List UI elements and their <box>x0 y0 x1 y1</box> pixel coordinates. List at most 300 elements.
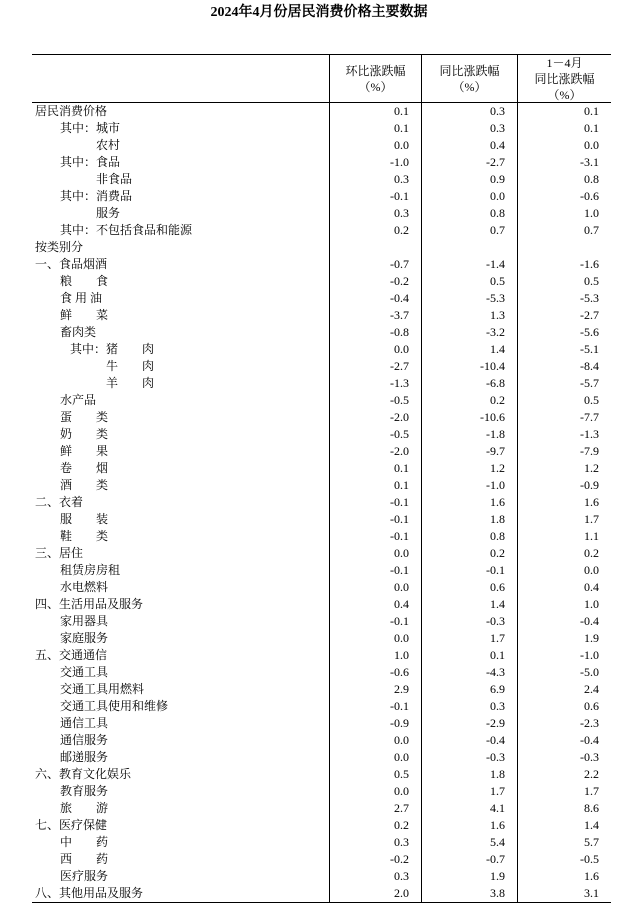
mom-change-cell: -0.9 <box>329 715 421 732</box>
mom-change-cell: -0.7 <box>329 256 421 273</box>
table-row <box>32 443 611 460</box>
yoy-change-cell: -0.3 <box>421 613 517 630</box>
row-label <box>32 732 329 749</box>
ytd-yoy-change-cell: 0.5 <box>517 392 611 409</box>
table-row <box>32 868 611 885</box>
yoy-change-cell: -10.4 <box>421 358 517 375</box>
row-label-text: 食品 <box>96 155 121 169</box>
ytd-yoy-change-cell: 0.4 <box>517 579 611 596</box>
ytd-yoy-change-cell: -5.6 <box>517 324 611 341</box>
yoy-change-cell: 0.2 <box>421 545 517 562</box>
column-header-line: （%） <box>358 79 393 94</box>
row-label <box>32 664 329 681</box>
table-row <box>32 783 611 800</box>
row-label-text: 六、教育文化娱乐 <box>35 767 132 781</box>
yoy-change-cell: 1.7 <box>421 630 517 647</box>
yoy-change-cell: 0.6 <box>421 579 517 596</box>
row-label-text: 卷 烟 <box>60 461 109 475</box>
row-label-text: 三、居住 <box>35 546 84 560</box>
table-row <box>32 885 611 902</box>
table-row <box>32 409 611 426</box>
table-row <box>32 290 611 307</box>
ytd-yoy-change-cell: -0.4 <box>517 613 611 630</box>
mom-change-cell: 0.5 <box>329 766 421 783</box>
row-label <box>32 579 329 596</box>
mom-change-cell: 0.0 <box>329 749 421 766</box>
column-header-line: 环比涨跌幅 <box>345 63 406 78</box>
row-label <box>32 239 329 256</box>
yoy-change-cell: 4.1 <box>421 800 517 817</box>
mom-change-cell: -0.1 <box>329 698 421 715</box>
ytd-yoy-change-cell: 1.1 <box>517 528 611 545</box>
table-row <box>32 766 611 783</box>
table-row <box>32 715 611 732</box>
row-label <box>32 545 329 562</box>
ytd-yoy-change-cell: 2.2 <box>517 766 611 783</box>
yoy-change-cell: -5.3 <box>421 290 517 307</box>
column-header-line: （%） <box>547 87 582 102</box>
table-row <box>32 392 611 409</box>
yoy-change-cell: 1.7 <box>421 783 517 800</box>
yoy-change-cell: 0.3 <box>421 698 517 715</box>
row-label <box>32 494 329 511</box>
row-label <box>32 443 329 460</box>
ytd-yoy-change-cell: -5.7 <box>517 375 611 392</box>
row-label <box>32 630 329 647</box>
mom-change-cell: 0.1 <box>329 120 421 137</box>
row-label-text: 西 药 <box>60 852 109 866</box>
row-label-text: 通信服务 <box>60 733 109 747</box>
table-row <box>32 460 611 477</box>
mom-change-cell: -3.7 <box>329 307 421 324</box>
row-label <box>32 528 329 545</box>
yoy-change-cell <box>421 239 517 256</box>
ytd-yoy-change-cell: -0.6 <box>517 188 611 205</box>
table-row <box>32 188 611 205</box>
table-row <box>32 630 611 647</box>
mom-change-cell: 0.2 <box>329 817 421 834</box>
yoy-change-cell: 1.9 <box>421 868 517 885</box>
yoy-change-cell: 1.4 <box>421 596 517 613</box>
ytd-yoy-change-cell: -1.0 <box>517 647 611 664</box>
table-header-row <box>32 55 611 103</box>
mom-change-cell: 2.7 <box>329 800 421 817</box>
mom-change-cell <box>329 239 421 256</box>
row-label <box>32 358 329 375</box>
table-row <box>32 817 611 834</box>
mom-change-cell: -0.6 <box>329 664 421 681</box>
ytd-yoy-change-header <box>517 55 611 102</box>
row-label <box>32 273 329 290</box>
row-label-text: 医疗服务 <box>60 869 109 883</box>
row-label-prefix: 其中： <box>60 189 97 203</box>
row-label-text: 按类别分 <box>35 240 84 254</box>
row-label-prefix: 其中： <box>60 155 97 169</box>
column-header-line: 同比涨跌幅 <box>534 71 595 86</box>
row-label-text: 水电燃料 <box>60 580 109 594</box>
row-label <box>32 256 329 273</box>
row-label-text: 消费品 <box>96 189 133 203</box>
row-label-text: 鲜 果 <box>60 444 109 458</box>
row-label <box>32 766 329 783</box>
row-label-prefix: 其中： <box>60 223 97 237</box>
ytd-yoy-change-cell <box>517 239 611 256</box>
mom-change-cell: -0.1 <box>329 511 421 528</box>
table-row <box>32 664 611 681</box>
row-label <box>32 851 329 868</box>
table-row <box>32 477 611 494</box>
ytd-yoy-change-cell: -7.9 <box>517 443 611 460</box>
ytd-yoy-change-cell: 1.4 <box>517 817 611 834</box>
mom-change-cell: 0.1 <box>329 103 421 120</box>
yoy-change-header <box>421 55 517 102</box>
row-label-text: 八、其他用品及服务 <box>35 886 144 900</box>
yoy-change-cell: 0.3 <box>421 103 517 120</box>
row-label-text: 旅 游 <box>60 801 109 815</box>
mom-change-cell: 0.2 <box>329 222 421 239</box>
row-label-text: 通信工具 <box>60 716 109 730</box>
row-label-text: 五、交通通信 <box>35 648 108 662</box>
row-label-text: 粮 食 <box>60 274 109 288</box>
ytd-yoy-change-cell: 0.6 <box>517 698 611 715</box>
yoy-change-cell: 1.2 <box>421 460 517 477</box>
ytd-yoy-change-cell: 1.6 <box>517 868 611 885</box>
row-label <box>32 800 329 817</box>
ytd-yoy-change-cell: -0.4 <box>517 732 611 749</box>
yoy-change-cell: -0.1 <box>421 562 517 579</box>
row-label <box>32 120 329 137</box>
row-label-text: 蛋 类 <box>60 410 109 424</box>
page-title: 2024年4月份居民消费价格主要数据 <box>210 5 428 20</box>
yoy-change-cell: 1.3 <box>421 307 517 324</box>
yoy-change-cell: 1.8 <box>421 766 517 783</box>
row-label-text: 水产品 <box>60 393 97 407</box>
column-header-line: （%） <box>452 79 487 94</box>
mom-change-cell: 0.0 <box>329 732 421 749</box>
mom-change-cell: -2.0 <box>329 409 421 426</box>
yoy-change-cell: 0.8 <box>421 205 517 222</box>
row-label-prefix: 其中： <box>70 342 107 356</box>
table-row <box>32 834 611 851</box>
ytd-yoy-change-cell: 0.7 <box>517 222 611 239</box>
mom-change-cell: -0.1 <box>329 613 421 630</box>
table-row <box>32 596 611 613</box>
ytd-yoy-change-cell: -5.3 <box>517 290 611 307</box>
row-label-text: 畜肉类 <box>60 325 97 339</box>
table-row <box>32 256 611 273</box>
row-label <box>32 307 329 324</box>
yoy-change-cell: 0.8 <box>421 528 517 545</box>
row-label-text: 教育服务 <box>60 784 109 798</box>
table-row <box>32 579 611 596</box>
mom-change-cell: -2.7 <box>329 358 421 375</box>
row-label-text: 七、医疗保健 <box>35 818 108 832</box>
table-row <box>32 800 611 817</box>
yoy-change-cell: 3.8 <box>421 885 517 902</box>
ytd-yoy-change-cell: 5.7 <box>517 834 611 851</box>
table-row <box>32 120 611 137</box>
row-label <box>32 477 329 494</box>
yoy-change-cell: 0.3 <box>421 120 517 137</box>
row-label <box>32 188 329 205</box>
ytd-yoy-change-cell: 3.1 <box>517 885 611 902</box>
row-label-text: 家庭服务 <box>60 631 109 645</box>
row-label <box>32 171 329 188</box>
mom-change-cell: 0.0 <box>329 783 421 800</box>
yoy-change-cell: -0.7 <box>421 851 517 868</box>
mom-change-cell: 2.9 <box>329 681 421 698</box>
ytd-yoy-change-cell: 1.0 <box>517 205 611 222</box>
row-label <box>32 647 329 664</box>
table-row <box>32 375 611 392</box>
column-header-line: 1－4月 <box>546 55 583 70</box>
row-label <box>32 341 329 358</box>
row-label <box>32 817 329 834</box>
ytd-yoy-change-cell: 2.4 <box>517 681 611 698</box>
ytd-yoy-change-cell: 1.9 <box>517 630 611 647</box>
yoy-change-cell: -2.9 <box>421 715 517 732</box>
mom-change-cell: 0.0 <box>329 545 421 562</box>
table-row <box>32 613 611 630</box>
yoy-change-cell: -2.7 <box>421 154 517 171</box>
row-label-text: 猪 肉 <box>106 342 155 356</box>
row-label-text: 二、衣着 <box>35 495 84 509</box>
yoy-change-cell: 5.4 <box>421 834 517 851</box>
table-row <box>32 307 611 324</box>
mom-change-cell: 0.0 <box>329 630 421 647</box>
mom-change-cell: -0.1 <box>329 188 421 205</box>
table-row <box>32 494 611 511</box>
yoy-change-cell: 1.8 <box>421 511 517 528</box>
row-label <box>32 460 329 477</box>
yoy-change-cell: -4.3 <box>421 664 517 681</box>
row-label-text: 居民消费价格 <box>35 104 108 118</box>
mom-change-cell: 0.0 <box>329 341 421 358</box>
row-label-text: 租赁房房租 <box>60 563 121 577</box>
row-label <box>32 834 329 851</box>
row-label <box>32 409 329 426</box>
ytd-yoy-change-cell: -1.3 <box>517 426 611 443</box>
row-label <box>32 103 329 120</box>
yoy-change-cell: 1.6 <box>421 817 517 834</box>
ytd-yoy-change-cell: -0.5 <box>517 851 611 868</box>
yoy-change-cell: 0.7 <box>421 222 517 239</box>
mom-change-cell: -0.5 <box>329 426 421 443</box>
table-row <box>32 732 611 749</box>
mom-change-cell: -1.0 <box>329 154 421 171</box>
row-label <box>32 392 329 409</box>
ytd-yoy-change-cell: 0.1 <box>517 103 611 120</box>
table-row <box>32 103 611 120</box>
ytd-yoy-change-cell: -5.1 <box>517 341 611 358</box>
mom-change-cell: 0.0 <box>329 137 421 154</box>
row-label-text: 城市 <box>96 121 121 135</box>
row-label-text: 邮递服务 <box>60 750 109 764</box>
row-label-text: 服 装 <box>60 512 109 526</box>
ytd-yoy-change-cell: 1.7 <box>517 511 611 528</box>
yoy-change-cell: 6.9 <box>421 681 517 698</box>
yoy-change-cell: -0.3 <box>421 749 517 766</box>
ytd-yoy-change-cell: 0.8 <box>517 171 611 188</box>
ytd-yoy-change-cell: 0.2 <box>517 545 611 562</box>
ytd-yoy-change-cell: 1.6 <box>517 494 611 511</box>
yoy-change-cell: 1.4 <box>421 341 517 358</box>
table-row <box>32 681 611 698</box>
yoy-change-cell: -10.6 <box>421 409 517 426</box>
row-label-text: 交通工具用燃料 <box>60 682 145 696</box>
ytd-yoy-change-cell: -1.6 <box>517 256 611 273</box>
row-label-text: 农村 <box>96 138 121 152</box>
mom-change-cell: -0.2 <box>329 851 421 868</box>
table-row <box>32 545 611 562</box>
row-label-prefix: 其中： <box>60 121 97 135</box>
ytd-yoy-change-cell: 0.0 <box>517 562 611 579</box>
table-row <box>32 358 611 375</box>
yoy-change-cell: -0.4 <box>421 732 517 749</box>
row-label-text: 家用器具 <box>60 614 109 628</box>
table-row <box>32 171 611 188</box>
row-label <box>32 715 329 732</box>
table-row <box>32 341 611 358</box>
table-row <box>32 154 611 171</box>
row-label <box>32 749 329 766</box>
row-label-text: 不包括食品和能源 <box>96 223 193 237</box>
yoy-change-cell: 0.5 <box>421 273 517 290</box>
table-row <box>32 137 611 154</box>
yoy-change-cell: -1.8 <box>421 426 517 443</box>
ytd-yoy-change-cell: -3.1 <box>517 154 611 171</box>
row-label-text: 羊 肉 <box>106 376 155 390</box>
yoy-change-cell: 0.2 <box>421 392 517 409</box>
table-row <box>32 851 611 868</box>
table-row <box>32 528 611 545</box>
ytd-yoy-change-cell: 0.1 <box>517 120 611 137</box>
row-label <box>32 375 329 392</box>
ytd-yoy-change-cell: -2.7 <box>517 307 611 324</box>
ytd-yoy-change-cell: -5.0 <box>517 664 611 681</box>
mom-change-cell: -0.1 <box>329 562 421 579</box>
ytd-yoy-change-cell: -0.3 <box>517 749 611 766</box>
mom-change-cell: 0.3 <box>329 205 421 222</box>
mom-change-cell: -0.2 <box>329 273 421 290</box>
ytd-yoy-change-cell: 0.0 <box>517 137 611 154</box>
row-label <box>32 596 329 613</box>
yoy-change-cell: -3.2 <box>421 324 517 341</box>
table-row <box>32 239 611 256</box>
ytd-yoy-change-cell: 1.2 <box>517 460 611 477</box>
ytd-yoy-change-cell: 1.0 <box>517 596 611 613</box>
mom-change-cell: -0.1 <box>329 494 421 511</box>
row-label-text: 一、食品烟酒 <box>35 257 108 271</box>
mom-change-cell: 0.3 <box>329 868 421 885</box>
cpi-data-table <box>32 54 611 903</box>
yoy-change-cell: -6.8 <box>421 375 517 392</box>
yoy-change-cell: -1.0 <box>421 477 517 494</box>
row-label-text: 酒 类 <box>60 478 109 492</box>
row-label-text: 非食品 <box>96 172 133 186</box>
yoy-change-cell: 0.4 <box>421 137 517 154</box>
mom-change-cell: 2.0 <box>329 885 421 902</box>
row-label <box>32 290 329 307</box>
mom-change-cell: 0.1 <box>329 460 421 477</box>
table-body <box>32 103 611 902</box>
row-label <box>32 868 329 885</box>
mom-change-cell: 0.0 <box>329 579 421 596</box>
row-label <box>32 205 329 222</box>
row-label-text: 中 药 <box>60 835 109 849</box>
table-row <box>32 426 611 443</box>
row-label <box>32 681 329 698</box>
yoy-change-cell: -9.7 <box>421 443 517 460</box>
row-label-text: 服务 <box>96 206 121 220</box>
column-header-line: 同比涨跌幅 <box>439 63 500 78</box>
mom-change-cell: -0.1 <box>329 528 421 545</box>
row-label <box>32 324 329 341</box>
yoy-change-cell: 0.0 <box>421 188 517 205</box>
mom-change-cell: -0.4 <box>329 290 421 307</box>
row-label <box>32 562 329 579</box>
row-label <box>32 783 329 800</box>
row-label <box>32 426 329 443</box>
row-label <box>32 154 329 171</box>
yoy-change-cell: 0.9 <box>421 171 517 188</box>
row-label-text: 食 用 油 <box>60 291 103 305</box>
table-row <box>32 647 611 664</box>
row-label-text: 四、生活用品及服务 <box>35 597 144 611</box>
row-label-text: 奶 类 <box>60 427 109 441</box>
mom-change-cell: -1.3 <box>329 375 421 392</box>
row-label-text: 牛 肉 <box>106 359 155 373</box>
mom-change-cell: -0.8 <box>329 324 421 341</box>
ytd-yoy-change-cell: 1.7 <box>517 783 611 800</box>
item-column-header <box>32 55 329 102</box>
yoy-change-cell: -1.4 <box>421 256 517 273</box>
row-label <box>32 885 329 902</box>
mom-change-cell: 0.3 <box>329 171 421 188</box>
row-label <box>32 137 329 154</box>
row-label-text: 交通工具使用和维修 <box>60 699 169 713</box>
mom-change-cell: -0.5 <box>329 392 421 409</box>
table-row <box>32 698 611 715</box>
mom-change-cell: 0.1 <box>329 477 421 494</box>
ytd-yoy-change-cell: -2.3 <box>517 715 611 732</box>
ytd-yoy-change-cell: -7.7 <box>517 409 611 426</box>
mom-change-cell: 0.3 <box>329 834 421 851</box>
yoy-change-cell: 0.1 <box>421 647 517 664</box>
yoy-change-cell: 1.6 <box>421 494 517 511</box>
row-label-text: 交通工具 <box>60 665 109 679</box>
ytd-yoy-change-cell: 0.5 <box>517 273 611 290</box>
row-label <box>32 613 329 630</box>
row-label-text: 鞋 类 <box>60 529 109 543</box>
table-row <box>32 205 611 222</box>
mom-change-cell: 0.4 <box>329 596 421 613</box>
row-label-text: 鲜 菜 <box>60 308 109 322</box>
table-row <box>32 749 611 766</box>
row-label <box>32 222 329 239</box>
table-row <box>32 222 611 239</box>
table-row <box>32 511 611 528</box>
mom-change-cell: 1.0 <box>329 647 421 664</box>
mom-change-header <box>329 55 421 102</box>
table-row <box>32 562 611 579</box>
mom-change-cell: -2.0 <box>329 443 421 460</box>
row-label <box>32 511 329 528</box>
ytd-yoy-change-cell: -8.4 <box>517 358 611 375</box>
table-row <box>32 273 611 290</box>
ytd-yoy-change-cell: -0.9 <box>517 477 611 494</box>
table-row <box>32 324 611 341</box>
